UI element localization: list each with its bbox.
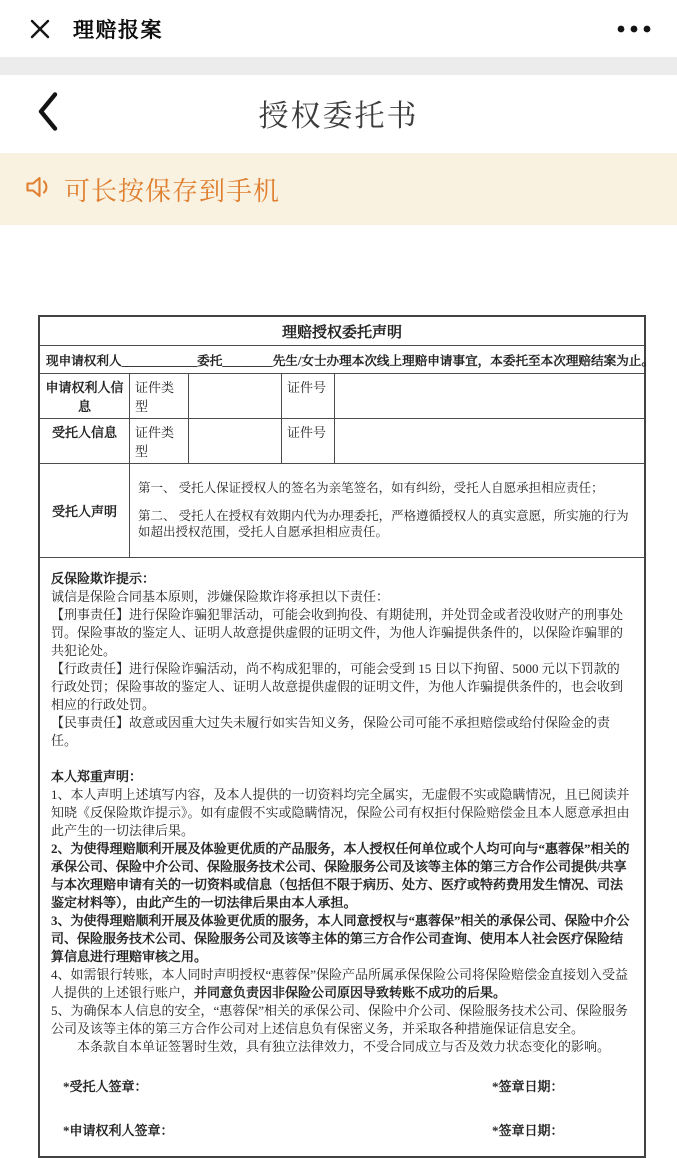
applicant-signature-label: *申请权利人签章：	[63, 1122, 174, 1138]
authorization-document-image[interactable]	[38, 315, 654, 1158]
more-icon[interactable]	[613, 18, 655, 40]
entrustee-statement-body	[130, 464, 644, 557]
effective-clause: 本条款自本单证签署时生效，具有独立法律效力，不受合同成立与否及效力状态变化的影响。	[77, 1038, 611, 1054]
entrustee-signature-row	[51, 1078, 632, 1096]
declaration-item-4: 4、如需银行转账，本人同时声明授权“惠蓉保”保险产品所属承保保险公司将保险赔偿金直接划入受益人提供的上述银行账户，并同意负责因非保险公司原因导致转账不成功的后果。	[51, 966, 629, 1000]
table-row-applicant-info	[40, 374, 644, 419]
header-divider	[0, 57, 677, 75]
anti-fraud-heading: 反保险欺诈提示：	[51, 570, 156, 586]
page-title: 授权委托书	[258, 100, 419, 134]
speaker-icon	[25, 174, 53, 205]
topbar	[0, 0, 677, 57]
declaration-item-1: 1、本人声明上述填写内容，及本人提供的一切资料均完全属实，无虚假不实或隐瞒情况，且已阅读并知晓《反保险欺诈提示》。如有虚假不实或隐瞒情况，保险公司有权拒付保险赔偿金且本人愿意承担由此产生的一切法律后果。	[51, 786, 630, 838]
applicant-id-type-label: 证件类型	[130, 374, 189, 418]
document-title: 理赔授权委托声明	[40, 317, 644, 346]
anti-fraud-civil: 【民事责任】故意或因重大过失未履行如实告知义务，保险公司可能不承担赔偿或给付保险金的责任。	[51, 714, 611, 748]
spacer	[51, 750, 632, 768]
declaration-heading: 本人郑重声明：	[51, 768, 143, 784]
anti-fraud-administrative: 【行政责任】进行保险诈骗活动，尚不构成犯罪的，可能会受到 15 日以下拘留、5000 元以下罚款的行政处罚；保险事故的鉴定人、证明人故意提供虚假的证明文件，为他人诈骗提供条件的，也会收到相应的行政处罚。	[51, 660, 624, 712]
entrustee-id-type-label: 证件类型	[130, 419, 189, 463]
save-hint-text: 可长按保存到手机	[64, 175, 281, 206]
document-body	[40, 558, 644, 1156]
declaration-item-5: 5、为确保本人信息的安全，“惠蓉保”相关的承保公司、保险中介公司、保险服务技术公司、保险服务公司及该等主体的第三方合作公司对上述信息负有保密义务，并采取各种措施保证信息安全。	[51, 1002, 629, 1036]
statement-item-1: 第一、 受托人保证授权人的签名为亲笔签名，如有纠纷，受托人自愿承担相应责任；	[138, 480, 604, 495]
anti-fraud-criminal: 【刑事责任】进行保险诈骗犯罪活动，可能会收到拘役、有期徒刑，并处罚金或者没收财产的刑事处罚。保险事故的鉴定人、证明人故意提供虚假的证明文件，为他人诈骗提供条件的，以保险诈骗罪的共犯论处。	[51, 606, 624, 658]
applicant-id-type-value	[189, 374, 282, 418]
entrustee-id-number-label: 证件号	[282, 419, 335, 463]
delegation-intro-line: 现申请权利人____________委托________先生/女士办理本次线上理赔申请事宜，本委托至本次理赔结案为止。	[40, 346, 644, 374]
entrustee-statement-label: 受托人声明	[40, 464, 130, 557]
subheader	[0, 75, 677, 153]
entrustee-info-label: 受托人信息	[40, 419, 130, 463]
applicant-signature-row	[51, 1122, 632, 1140]
entrustee-signature-date-label: *签章日期：	[492, 1078, 564, 1094]
anti-fraud-intro: 诚信是保险合同基本原则，涉嫌保险欺诈将承担以下责任：	[51, 588, 390, 604]
declaration-item-2: 2、为使得理赔顺利开展及体验更优质的产品服务，本人授权任何单位或个人均可向与“惠蓉保”相关的承保公司、保险中介公司、保险服务技术公司、保险服务公司及该等主体的第三方合作公司提供/共享与本次理赔申请有关的一切资料或信息（包括但不限于病历、处方、医疗或特药费用发生情况、司法鉴定材料等），由此产生的一切法律后果由本人承担。	[51, 840, 630, 910]
declaration-item-3: 3、为使得理赔顺利开展及体验更优质的服务，本人同意授权与“惠蓉保”相关的承保公司、保险中介公司、保险服务技术公司、保险服务公司及该等主体的第三方合作公司查询、使用本人社会医疗保险结算信息进行理赔审核之用。	[51, 912, 630, 964]
save-hint-banner	[0, 153, 677, 225]
close-icon[interactable]	[27, 16, 53, 42]
applicant-id-number-label: 证件号	[282, 374, 335, 418]
applicant-id-number-value	[335, 374, 644, 418]
statement-item-2: 第二、 受托人在授权有效期内代为办理委托，严格遵循授权人的真实意愿，所实施的行为如超出授权范围，受托人自愿承担相应责任。	[138, 509, 629, 539]
applicant-info-label: 申请权利人信息	[40, 374, 130, 418]
entrustee-id-type-value	[189, 419, 282, 463]
table-row-entrustee-info	[40, 419, 644, 464]
table-row-entrustee-statement	[40, 464, 644, 558]
entrustee-signature-label: *受托人签章：	[63, 1078, 148, 1094]
applicant-signature-date-label: *签章日期：	[492, 1122, 564, 1138]
app-title: 理赔报案	[73, 18, 163, 42]
entrustee-id-number-value	[335, 419, 644, 463]
